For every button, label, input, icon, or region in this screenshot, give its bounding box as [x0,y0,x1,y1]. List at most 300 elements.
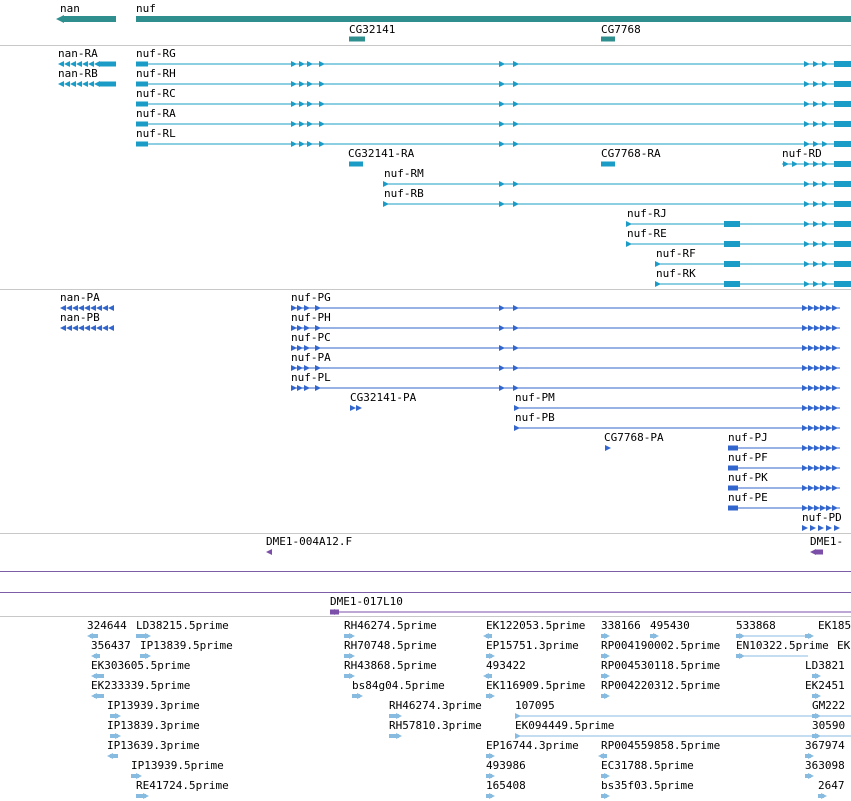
strand-arrow [108,305,114,311]
strand-arrow [826,365,832,371]
exon-block [834,221,851,227]
strand-arrow [489,693,495,699]
strand-arrow [820,365,826,371]
strand-arrow [814,465,820,471]
protein-label[interactable]: CG7768-PA [604,431,664,444]
est-label[interactable]: IP13939.3prime [107,699,200,712]
strand-arrow [820,465,826,471]
strand-arrow [814,445,820,451]
strand-arrow [813,121,819,127]
strand-arrow [513,325,519,331]
est-label[interactable]: EC31788.5prime [601,759,694,772]
est-label[interactable]: EK185 [818,619,851,632]
strand-arrow [319,61,325,67]
strand-arrow [84,325,90,331]
strand-arrow [813,281,819,287]
strand-arrow [813,221,819,227]
strand-arrow [108,325,114,331]
strand-arrow [107,753,113,759]
strand-arrow [808,365,814,371]
strand-arrow [499,201,505,207]
strand-arrow [826,465,832,471]
strand-arrow [513,81,519,87]
strand-arrow [808,485,814,491]
strand-arrow [297,385,303,391]
est-label[interactable]: EP16744.3prime [486,739,579,752]
track-separator [0,592,851,593]
exon-block [834,241,851,247]
strand-arrow [832,445,838,451]
strand-arrow [810,525,816,531]
strand-arrow [808,445,814,451]
strand-arrow [820,445,826,451]
strand-arrow [814,325,820,331]
exon-block [728,466,738,471]
protein-label[interactable]: nuf-PJ [728,431,768,444]
strand-arrow [822,141,828,147]
est-label[interactable]: LD38215.5prime [136,619,229,632]
strand-arrow [739,653,745,659]
protein-label[interactable]: nan-PB [60,311,100,324]
est-label[interactable]: EK2451 [805,679,845,692]
strand-arrow [499,61,505,67]
strand-arrow [832,465,838,471]
strand-arrow [813,61,819,67]
est-label[interactable]: EK116909.5prime [486,679,586,692]
strand-arrow [826,345,832,351]
strand-arrow [822,61,828,67]
exon-block [728,506,738,511]
strand-arrow [91,693,97,699]
strand-arrow [808,305,814,311]
strand-arrow [808,405,814,411]
strand-arrow [299,121,305,127]
est-label[interactable]: 30590 [812,719,846,732]
strand-arrow [499,121,505,127]
strand-arrow [813,241,819,247]
est-label[interactable]: 493986 [486,759,526,772]
strand-arrow [102,325,108,331]
strand-arrow [291,101,297,107]
strand-arrow [499,365,505,371]
exon-block [136,16,851,22]
exon-block [834,121,851,127]
strand-arrow [804,121,810,127]
exon-block [728,486,738,491]
strand-arrow [804,281,810,287]
strand-arrow [826,325,832,331]
est-label[interactable]: EK094449.5prime [515,719,615,732]
strand-arrow [143,793,149,799]
est-label[interactable]: 495430 [650,619,690,632]
protein-label[interactable]: nuf-PD [802,511,842,524]
strand-arrow [513,345,519,351]
est-label[interactable]: 363098 [805,759,845,772]
strand-arrow [383,201,389,207]
strand-arrow [822,161,828,167]
transcript-label[interactable]: nuf-RE [627,227,667,240]
strand-arrow [822,261,828,267]
strand-arrow [299,81,305,87]
strand-arrow [792,161,798,167]
transcript-label[interactable]: nuf-RM [384,167,424,180]
strand-arrow [802,445,808,451]
strand-arrow [834,525,840,531]
strand-arrow [82,81,88,87]
strand-arrow [808,385,814,391]
strand-arrow [821,793,827,799]
clone-label[interactable]: DME1- [810,535,844,548]
strand-arrow [813,181,819,187]
strand-arrow [814,425,820,431]
est-label[interactable]: IP13839.5prime [140,639,233,652]
strand-arrow [820,385,826,391]
est-label[interactable]: RH57810.3prime [389,719,482,732]
exon-block [724,241,740,247]
protein-label[interactable]: CG32141-PA [350,391,417,404]
strand-arrow [813,261,819,267]
est-label[interactable]: EN10322.5prime [736,639,829,652]
est-label[interactable]: 338166 [601,619,641,632]
strand-arrow [822,241,828,247]
strand-arrow [102,305,108,311]
est-label[interactable]: 533868 [736,619,776,632]
transcript-label[interactable]: nuf-RH [136,67,176,80]
strand-arrow [499,81,505,87]
exon-block [136,62,148,67]
strand-arrow [307,61,313,67]
strand-arrow [499,141,505,147]
strand-arrow [319,101,325,107]
strand-arrow [802,405,808,411]
est-label[interactable]: bs84g04.5prime [352,679,445,692]
strand-arrow [513,101,519,107]
strand-arrow [820,305,826,311]
est-label[interactable]: IP13639.3prime [107,739,200,752]
est-label[interactable]: 165408 [486,779,526,792]
strand-arrow [291,385,297,391]
exon-block [136,122,148,127]
clone-label[interactable]: DME1-004A12.F [266,535,353,548]
strand-arrow [804,241,810,247]
strand-arrow [832,405,838,411]
transcript-label[interactable]: nuf-RD [782,147,822,160]
strand-arrow [291,141,297,147]
transcript-label[interactable]: nan-RB [58,67,98,80]
est-label[interactable]: IP13939.5prime [131,759,224,772]
exon-block [834,81,851,87]
strand-arrow [802,345,808,351]
strand-arrow [832,385,838,391]
exon-block [834,161,851,167]
protein-label[interactable]: nuf-PA [291,351,331,364]
exon-block [724,281,740,287]
strand-arrow [820,425,826,431]
strand-arrow [808,465,814,471]
strand-arrow [96,325,102,331]
strand-arrow [802,485,808,491]
strand-arrow [820,405,826,411]
est-label[interactable]: 324644 [87,619,127,632]
strand-arrow [291,121,297,127]
strand-arrow [802,305,808,311]
strand-arrow [822,281,828,287]
strand-arrow [802,365,808,371]
track-separator [0,616,851,617]
strand-arrow [499,385,505,391]
strand-arrow [307,121,313,127]
strand-arrow [70,81,76,87]
est-label[interactable]: RE41724.5prime [136,779,229,792]
protein-label[interactable]: nuf-PF [728,451,768,464]
strand-arrow [820,485,826,491]
strand-arrow [60,325,66,331]
est-label[interactable]: 367974 [805,739,845,752]
est-label[interactable]: LD3821 [805,659,845,672]
strand-arrow [832,425,838,431]
exon-block [136,82,148,87]
strand-arrow [94,81,100,87]
exon-block [834,281,851,287]
strand-arrow [499,181,505,187]
est-label[interactable]: EK233339.5prime [91,679,191,692]
strand-arrow [319,141,325,147]
strand-arrow [826,425,832,431]
strand-arrow [64,81,70,87]
strand-arrow [814,345,820,351]
strand-arrow [319,121,325,127]
transcript-label[interactable]: CG32141-RA [348,147,415,160]
gene-label[interactable]: CG7768 [601,23,641,36]
strand-arrow [814,405,820,411]
est-label[interactable]: IP13839.3prime [107,719,200,732]
protein-label[interactable]: nuf-PC [291,331,331,344]
strand-arrow [804,161,810,167]
track-separator [0,289,851,290]
exon-block [724,221,740,227]
strand-arrow [822,221,828,227]
est-label[interactable]: RH46274.3prime [389,699,482,712]
strand-arrow [72,325,78,331]
strand-arrow [826,405,832,411]
strand-arrow [655,281,661,287]
clone-label[interactable]: DME1-017L10 [330,595,403,608]
strand-arrow [804,101,810,107]
protein-label[interactable]: nuf-PB [515,411,555,424]
est-label[interactable]: EP15751.3prime [486,639,579,652]
est-label[interactable]: EK122053.5prime [486,619,586,632]
strand-arrow [513,201,519,207]
strand-arrow [58,81,64,87]
strand-arrow [307,101,313,107]
strand-arrow [808,773,814,779]
strand-arrow [783,161,789,167]
strand-arrow [804,181,810,187]
strand-arrow [626,241,632,247]
est-label[interactable]: 493422 [486,659,526,672]
strand-arrow [350,405,356,411]
exon-block [834,261,851,267]
exon-block [100,62,116,67]
track-separator [0,571,851,572]
transcript-label[interactable]: CG7768-RA [601,147,661,160]
strand-arrow [802,325,808,331]
exon-block [834,201,851,207]
strand-arrow [814,365,820,371]
exon-block [834,141,851,147]
strand-arrow [822,81,828,87]
est-label[interactable]: bs35f03.5prime [601,779,694,792]
transcript-label[interactable]: nuf-RA [136,107,176,120]
strand-arrow [307,141,313,147]
est-label[interactable]: RH46274.5prime [344,619,437,632]
strand-arrow [319,81,325,87]
est-label[interactable]: 107095 [515,699,555,712]
strand-arrow [822,101,828,107]
track-separator [0,533,851,534]
exon-block [815,550,823,555]
strand-arrow [304,385,310,391]
strand-arrow [813,201,819,207]
strand-arrow [832,365,838,371]
strand-arrow [820,325,826,331]
strand-arrow [513,121,519,127]
strand-arrow [499,325,505,331]
strand-arrow [499,345,505,351]
protein-label[interactable]: nuf-PG [291,291,331,304]
est-label[interactable]: RP004559858.5prime [601,739,721,752]
strand-arrow [513,365,519,371]
strand-arrow [826,385,832,391]
est-label[interactable]: GM222 [812,699,846,712]
est-label[interactable]: RP004220312.5prime [601,679,721,692]
protein-label[interactable]: nuf-PE [728,491,768,504]
strand-arrow [804,221,810,227]
transcript-label[interactable]: nuf-RK [656,267,696,280]
exon-block [728,446,738,451]
strand-arrow [78,325,84,331]
strand-arrow [822,181,828,187]
protein-label[interactable]: nuf-PL [291,371,331,384]
transcript-label[interactable]: nuf-RL [136,127,176,140]
gene-label[interactable]: nan [60,2,80,15]
transcript-label[interactable]: nuf-RC [136,87,176,100]
strand-arrow [818,525,824,531]
strand-arrow [832,305,838,311]
strand-arrow [513,181,519,187]
strand-arrow [66,325,72,331]
strand-arrow [396,733,402,739]
gene-label[interactable]: nuf [136,2,156,15]
exon-block [136,142,148,147]
strand-arrow [513,305,519,311]
strand-arrow [826,305,832,311]
strand-arrow [299,141,305,147]
strand-arrow [813,161,819,167]
exon-block [724,261,740,267]
protein-label[interactable]: nuf-PH [291,311,331,324]
protein-label[interactable]: nan-PA [60,291,100,304]
exon-block [349,37,365,42]
exon-block [62,16,116,22]
strand-arrow [356,405,362,411]
exon-block [834,181,851,187]
transcript-label[interactable]: nuf-RG [136,47,176,60]
strand-arrow [832,345,838,351]
est-label[interactable]: 2647 [818,779,845,792]
est-label[interactable]: EK303605.5prime [91,659,191,672]
strand-arrow [808,345,814,351]
strand-arrow [802,385,808,391]
strand-arrow [802,525,808,531]
transcript-label[interactable]: nuf-RF [656,247,696,260]
track-separator [0,45,851,46]
exon-block [834,101,851,107]
est-label[interactable]: 356437 [91,639,131,652]
strand-arrow [315,385,321,391]
transcript-label[interactable]: nuf-RB [384,187,424,200]
strand-arrow [604,793,610,799]
exon-block [349,162,363,167]
transcript-label[interactable]: nuf-RJ [627,207,667,220]
protein-label[interactable]: nuf-PK [728,471,768,484]
exon-block [100,82,116,87]
strand-arrow [804,81,810,87]
strand-arrow [605,445,611,451]
strand-arrow [808,325,814,331]
strand-arrow [291,61,297,67]
strand-arrow [56,15,64,23]
strand-arrow [76,81,82,87]
strand-arrow [299,101,305,107]
strand-arrow [604,693,610,699]
strand-arrow [813,101,819,107]
strand-arrow [804,261,810,267]
transcript-label[interactable]: nan-RA [58,47,98,60]
strand-arrow [514,425,520,431]
protein-label[interactable]: nuf-PM [515,391,555,404]
exon-block [834,61,851,67]
strand-arrow [513,141,519,147]
strand-arrow [499,101,505,107]
strand-arrow [822,201,828,207]
est-label[interactable]: RH43868.5prime [344,659,437,672]
strand-arrow [266,549,272,555]
strand-arrow [813,81,819,87]
strand-arrow [822,121,828,127]
est-label[interactable]: EK [837,639,851,652]
strand-arrow [804,61,810,67]
strand-arrow [826,485,832,491]
strand-arrow [832,485,838,491]
strand-arrow [814,305,820,311]
strand-arrow [513,61,519,67]
strand-arrow [820,345,826,351]
strand-arrow [90,325,96,331]
strand-arrow [357,693,363,699]
strand-arrow [804,201,810,207]
strand-arrow [826,525,832,531]
gene-label[interactable]: CG32141 [349,23,396,36]
est-label[interactable]: RP004530118.5prime [601,659,721,672]
est-label[interactable]: RP004190002.5prime [601,639,721,652]
exon-block [601,162,615,167]
strand-arrow [814,385,820,391]
est-label[interactable]: RH70748.5prime [344,639,437,652]
strand-arrow [826,445,832,451]
exon-block [601,37,615,42]
strand-arrow [489,793,495,799]
